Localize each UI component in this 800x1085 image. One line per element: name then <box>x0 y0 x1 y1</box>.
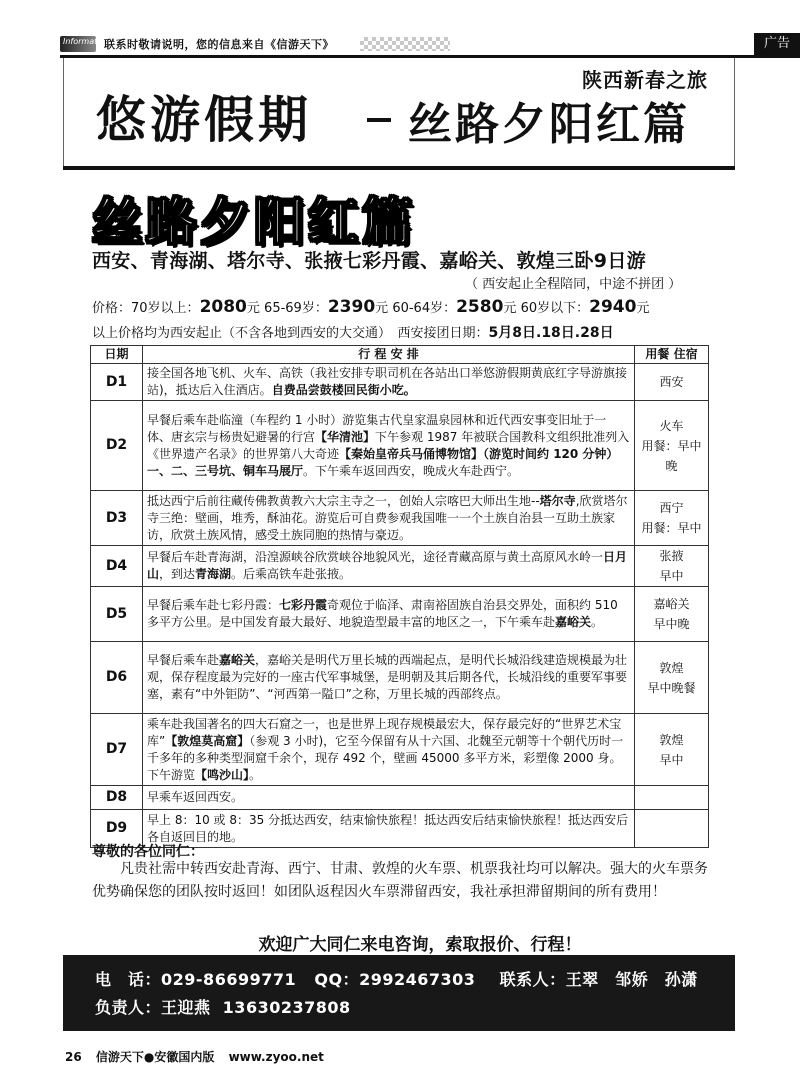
plan-text: 抵达西宁后前往藏传佛教黄教六大宗主寺之一，创始人宗喀巴大师出生地-- <box>147 493 540 508</box>
price-age: 60-64岁： <box>392 301 457 316</box>
manager-name: 王迎燕 <box>161 998 211 1017</box>
banner-subtitle: 陕西新春之旅 <box>582 68 708 92</box>
price-value: 2080 <box>199 297 247 317</box>
logo-text: Information <box>63 37 110 46</box>
plan-text: 乘车赴我国著名的四大石窟之一，也是世界上现存规模最宏大，保存最完好的“世界艺术宝库” <box>147 716 622 748</box>
header-meal: 用餐 住宿 <box>635 346 709 364</box>
plan-text: 。 <box>591 615 604 629</box>
meal-cell <box>635 364 709 401</box>
plan-text: ，嘉峪关是明代万里长城的西端起点，是明代长城沿线建造规模最为壮观，保存程度最为完好的一座古代军事城堡，是明朝及其后期各代，长城沿线的重要军事要塞，素有“中外钜防”、“河西第一隘口”之称，万里长城的西部终点。 <box>147 653 628 701</box>
plan-text: ，到达 <box>159 567 196 581</box>
meal-line: 用餐：早中 <box>641 521 702 535</box>
meal-cell <box>635 786 709 810</box>
plan-cell <box>143 714 635 786</box>
plan-text: 奇观位于临泽、肃南裕固族自治县交界处，面积约 510 多平方公里。是中国发育最大最好、地貌造型最丰富的地区之一，下午乘车赴 <box>147 598 618 629</box>
price-value: 2940 <box>589 297 637 317</box>
plan-highlight: 日月山 <box>147 550 628 581</box>
plan-highlight: 【鸣沙山】 <box>195 767 250 782</box>
contact-line-2 <box>95 995 351 1018</box>
meal-cell <box>635 714 709 786</box>
contact-line-1 <box>95 967 698 990</box>
price-unit: 元 <box>503 301 517 316</box>
plan-highlight: 塔尔寺 <box>539 493 576 508</box>
meal-line: 嘉峪关 <box>653 597 690 611</box>
price-value: 2390 <box>327 297 376 317</box>
day-cell: D1 <box>91 364 143 401</box>
qq-label: QQ： <box>314 970 360 989</box>
outline-title: 丝路夕阳红篇 <box>92 193 416 251</box>
plan-cell <box>143 546 635 587</box>
day-cell: D4 <box>91 546 143 587</box>
contact-box <box>63 955 735 1031</box>
day-cell: D7 <box>91 714 143 786</box>
plan-cell <box>143 364 635 401</box>
plan-text: 早餐后车赴青海湖，沿湟源峡谷欣赏峡谷地貌风光，途径青藏高原与黄土高原风水岭一 <box>147 550 604 564</box>
plan-text: 接全国各地飞机、火车、高铁（我社安排专职司机在各站出口举悠游假期黄底红字导游旗接站)，抵达后入住酒店。 <box>147 366 628 397</box>
meal-line: 晚 <box>665 458 678 473</box>
manager-label: 负责人： <box>95 998 162 1017</box>
greeting: 尊敬的各位同仁： <box>92 844 204 860</box>
meal-line: 早中 <box>659 752 684 767</box>
price-label: 价格： <box>92 301 132 316</box>
top-strip <box>60 33 800 55</box>
banner <box>63 58 735 166</box>
price-note-text: 以上价格均为西安起止（不含各地到西安的大交通） 西安接团日期： <box>92 326 489 341</box>
manager-phone: 13630237808 <box>222 998 351 1017</box>
meal-line: 用餐：早中 <box>641 438 702 453</box>
table-row <box>91 491 709 546</box>
plan-text: 早餐后乘车赴七彩丹霞： <box>147 598 280 612</box>
plan-text: 早上 8：10 或 8：35 分抵达西安，结束愉快旅程！抵达西安后结束愉快旅程！抵达西安后各自返回目的地。 <box>147 812 629 844</box>
price-unit: 元 <box>246 301 260 316</box>
price-age: 60岁以下： <box>520 301 590 316</box>
price-unit: 元 <box>636 301 650 316</box>
ad-tag: 广告 <box>754 33 800 55</box>
day-cell: D8 <box>91 786 143 810</box>
day-cell: D6 <box>91 642 143 714</box>
phone-number: 029-86699771 <box>161 970 297 989</box>
group-dates: 5月8日.18日.28日 <box>488 325 614 341</box>
price-age: 65-69岁： <box>264 301 328 316</box>
meal-line: 张掖 <box>659 549 684 563</box>
plan-text: 早乘车返回西安。 <box>147 790 244 804</box>
price-age: 70岁以上： <box>131 301 200 316</box>
plan-text: 早餐后乘车赴 <box>147 653 220 667</box>
banner-route-name: 丝路夕阳红篇 <box>408 99 690 150</box>
checker-decoration <box>360 37 450 51</box>
day-cell: D5 <box>91 587 143 642</box>
meal-cell <box>635 401 709 491</box>
meal-cell <box>635 810 709 848</box>
day-cell: D2 <box>91 401 143 491</box>
header-plan: 行 程 安 排 <box>143 346 635 364</box>
price-note <box>92 322 614 342</box>
publication-logo <box>60 36 110 52</box>
banner-brand: 悠游假期 <box>96 91 312 149</box>
plan-text: ,欣赏塔尔寺三绝：壁画，堆秀，酥油花。游览后可自费参观我国唯一一个土族自治县一互助土族家访，欣赏土族风情，感受土族同胞的热情与豪迈。 <box>147 493 628 542</box>
meal-line: 西宁 <box>659 501 684 515</box>
ticket-paragraph: 凡贵社需中转西安赴青海、西宁、甘肃、敦煌的火车票、机票我社均可以解决。强大的火车票务优势确保您的团队按时返回！如团队返程因火车票滞留西安，我社承担滞留期间的所有费用！ <box>92 861 708 900</box>
plan-text: 。 <box>249 767 262 782</box>
plan-text: 。后乘高铁车赴张掖。 <box>231 567 352 581</box>
plan-cell <box>143 587 635 642</box>
plan-highlight: 嘉峪关 <box>555 615 592 629</box>
price-unit: 元 <box>375 301 389 316</box>
meal-line: 敦煌 <box>659 732 684 747</box>
plan-highlight: 自费品尝鼓楼回民街小吃。 <box>271 383 416 397</box>
banner-rule <box>63 166 735 170</box>
welcome-line: 欢迎广大同仁来电咨询，索取报价、行程！ <box>258 935 582 955</box>
plan-cell <box>143 401 635 491</box>
banner-dash <box>367 118 391 122</box>
plan-text: （参观 3 小时)，它至今保留有从十六国、北魏至元朝等十个朝代历时一千多年的多种类型洞窟千余个，现存 492 个，壁画 45000 多平方米，彩塑像 2000 身。下午游览 <box>147 733 624 782</box>
source-notice: 联系时敬请说明，您的信息来自《信游天下》 <box>104 38 334 51</box>
table-row <box>91 786 709 810</box>
plan-highlight: 【秦始皇帝兵马俑博物馆】（游览时间约 120 分钟）一、二、三号坑、铜车马展厅 <box>147 446 619 478</box>
page-number: 26 <box>65 1050 82 1064</box>
plan-highlight: 青海湖 <box>195 567 232 581</box>
meal-line: 早中晚 <box>653 617 690 631</box>
contacts-label: 联系人： <box>499 970 566 989</box>
route-note: （ 西安起止全程陪同，中途不拼团 ） <box>465 277 682 292</box>
plan-highlight: 七彩丹霞 <box>279 598 328 612</box>
publication-name: 信游天下●安徽国内版 <box>95 1050 215 1064</box>
plan-cell <box>143 642 635 714</box>
meal-line: 早中 <box>659 569 684 583</box>
header-day: 日期 <box>91 346 143 364</box>
plan-cell <box>143 810 635 848</box>
price-value: 2580 <box>456 297 504 317</box>
plan-cell <box>143 491 635 546</box>
plan-highlight: 【敦煌莫高窟】 <box>165 733 250 748</box>
day-cell: D9 <box>91 810 143 848</box>
meal-cell <box>635 587 709 642</box>
plan-highlight: 嘉峪关 <box>219 653 256 667</box>
plan-text: 下午参观 1987 年被联合国教科文组织批准列入《世界遗产名录》的世界第八大奇迹 <box>147 429 630 461</box>
table-row <box>91 546 709 587</box>
meal-line: 西安 <box>659 375 684 389</box>
meal-line: 火车 <box>659 418 684 433</box>
plan-cell <box>143 786 635 810</box>
website-link[interactable]: www.zyoo.net <box>228 1050 324 1064</box>
meal-line: 早中晚餐 <box>647 680 696 695</box>
table-row <box>91 401 709 491</box>
meal-line: 敦煌 <box>659 660 684 675</box>
phone-label: 电 话： <box>95 970 162 989</box>
table-row <box>91 587 709 642</box>
price-line <box>92 297 649 317</box>
table-header-row <box>91 346 709 364</box>
route-headline: 西安、青海湖、塔尔寺、张掖七彩丹霞、嘉峪关、敦煌三卧9日游 <box>92 250 646 272</box>
meal-cell <box>635 642 709 714</box>
table-row <box>91 364 709 401</box>
day-cell: D3 <box>91 491 143 546</box>
table-row <box>91 714 709 786</box>
plan-text: 早餐后乘车赴临潼（车程约 1 小时）游览集古代皇家温泉园林和近代西安事变旧址于一体、唐玄宗与杨贵妃避暑的行宫 <box>147 412 607 444</box>
plan-highlight: 【华清池】 <box>315 429 376 444</box>
itinerary-table <box>90 345 709 848</box>
meal-cell <box>635 546 709 587</box>
page-footer <box>65 1048 334 1065</box>
table-row <box>91 642 709 714</box>
meal-cell <box>635 491 709 546</box>
plan-text: 。下午乘车返回西安，晚成火车赴西宁。 <box>303 463 520 478</box>
qq-number: 2992467303 <box>359 970 476 989</box>
contacts-names: 王翠 邹娇 孙潇 <box>565 970 698 989</box>
